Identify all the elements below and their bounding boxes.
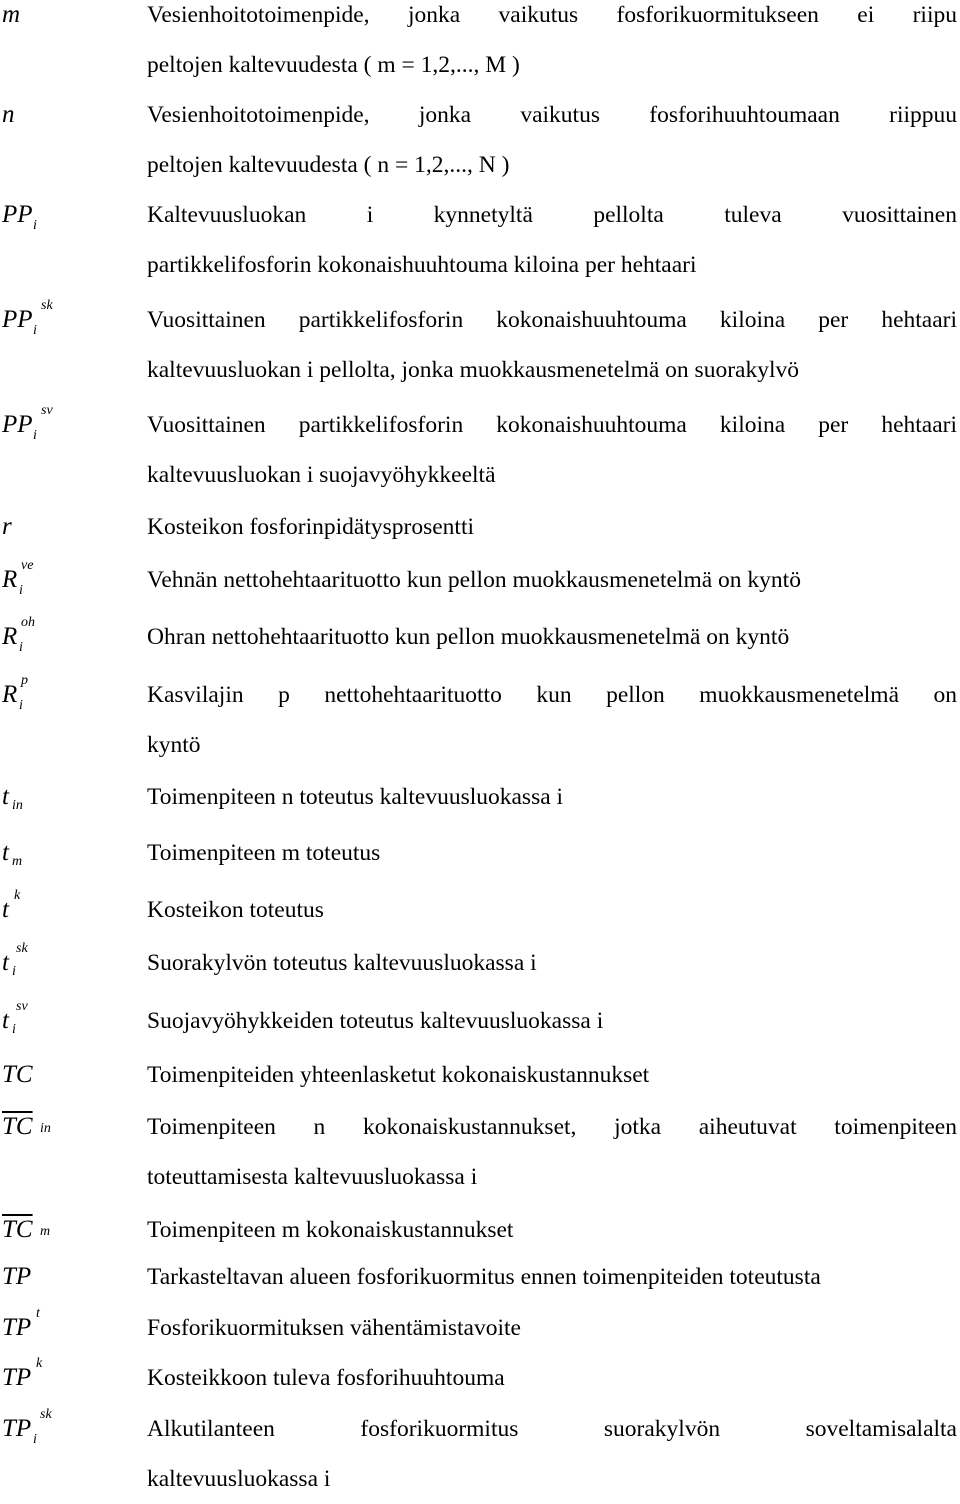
- symbol: [2, 838, 23, 869]
- description-line: Kaltevuusluokan i kynnetyltä pellolta tuleva vuosittainen: [147, 202, 957, 228]
- symbol-subscript: i: [33, 218, 37, 233]
- description: [147, 885, 957, 935]
- symbol: [2, 615, 35, 655]
- symbol-base: $\overline{TC}$: [2, 1113, 33, 1140]
- symbol: [2, 888, 21, 925]
- description-line: kaltevuusluokan i pellolta, jonka muokkausmenetelmä on suorakylvö: [147, 357, 799, 383]
- symbol-superscript: ve: [21, 558, 34, 573]
- symbol: [2, 941, 28, 979]
- symbol: [2, 558, 34, 598]
- description-line: Suorakylvön toteutus kaltevuusluokassa i: [147, 950, 537, 976]
- symbol-superscript: t: [36, 1306, 40, 1321]
- description-line: Kosteikon fosforinpidätysprosentti: [147, 514, 475, 540]
- description-line: kyntö: [147, 732, 201, 758]
- symbol-superscript: sv: [41, 403, 53, 418]
- description: [147, 190, 957, 290]
- description-line: Toimenpiteen n toteutus kaltevuusluokassa i: [147, 784, 564, 810]
- symbol-base: TP: [2, 1263, 32, 1290]
- symbol-base: n: [2, 101, 15, 128]
- description-line: Vuosittainen partikkelifosforin kokonaishuuhtouma kiloina per hehtaari: [147, 412, 957, 438]
- description: [147, 1303, 957, 1353]
- symbol-base: TC: [2, 1061, 33, 1088]
- symbol-base: R: [2, 681, 18, 708]
- symbol-base: t: [2, 1007, 9, 1034]
- description-line: peltojen kaltevuudesta ( m = 1,2,..., M ): [147, 52, 520, 78]
- symbol: [2, 1112, 51, 1142]
- symbol-superscript: sk: [40, 1407, 52, 1422]
- symbol-base: R: [2, 566, 18, 593]
- description: [147, 1205, 957, 1255]
- symbol: [2, 1356, 43, 1393]
- symbol: [2, 1407, 52, 1447]
- symbol-subscript: i: [33, 1432, 37, 1447]
- symbol-base: t: [2, 949, 9, 976]
- description-line: Vesienhoitotoimenpide, jonka vaikutus fosforihuuhtoumaan riippuu: [147, 102, 957, 128]
- symbol-superscript: k: [14, 888, 21, 903]
- symbol-superscript: sv: [16, 999, 28, 1014]
- symbol-base: PP: [2, 201, 33, 228]
- symbol-subscript: i: [12, 1022, 16, 1037]
- description-line: Toimenpiteen m kokonaiskustannukset: [147, 1217, 514, 1243]
- description-line: Kosteikon toteutus: [147, 897, 324, 923]
- symbol: [2, 1262, 31, 1292]
- description: [147, 1353, 957, 1403]
- symbol-subscript: i: [33, 428, 37, 443]
- symbol-base: TP: [2, 1415, 32, 1442]
- symbol-base: $\overline{TC}$: [2, 1216, 33, 1243]
- symbol-subscript: in: [12, 798, 23, 813]
- symbol: [2, 403, 53, 443]
- description-line: kaltevuusluokassa i: [147, 1466, 331, 1492]
- symbol-subscript: i: [33, 323, 37, 338]
- description-line: partikkelifosforin kokonaishuuhtouma kiloina per hehtaari: [147, 252, 697, 278]
- description: [147, 828, 957, 878]
- description: [147, 502, 957, 552]
- symbol-base: PP: [2, 411, 33, 438]
- description: [147, 1252, 957, 1302]
- description: [147, 400, 957, 500]
- symbol-base: TP: [2, 1314, 32, 1341]
- description: [147, 1404, 957, 1504]
- description: [147, 90, 957, 190]
- symbol: [2, 1306, 40, 1343]
- description: [147, 0, 957, 90]
- description: [147, 938, 957, 988]
- description: [147, 1050, 957, 1100]
- description-line: Vuosittainen partikkelifosforin kokonaishuuhtouma kiloina per hehtaari: [147, 307, 957, 333]
- symbol: [2, 0, 20, 30]
- symbol-base: R: [2, 623, 18, 650]
- symbol-subscript: i: [19, 640, 23, 655]
- description-line: Vehnän nettohehtaarituotto kun pellon muokkausmenetelmä on kyntö: [147, 567, 801, 593]
- description-line: Kasvilajin p nettohehtaarituotto kun pellon muokkausmenetelmä on: [147, 682, 957, 708]
- symbol-subscript: i: [12, 964, 16, 979]
- symbol-superscript: oh: [21, 615, 35, 630]
- symbol: [2, 512, 12, 542]
- symbol-base: t: [2, 783, 9, 810]
- description-line: Fosforikuormituksen vähentämistavoite: [147, 1315, 521, 1341]
- description-line: Suojavyöhykkeiden toteutus kaltevuusluokassa i: [147, 1008, 604, 1034]
- description: [147, 670, 957, 770]
- description-line: Kosteikkoon tuleva fosforihuuhtouma: [147, 1365, 505, 1391]
- description: [147, 996, 957, 1046]
- symbol-base: t: [2, 839, 9, 866]
- description-line: Toimenpiteen m toteutus: [147, 840, 381, 866]
- symbol-base: r: [2, 513, 12, 540]
- symbol-subscript: i: [19, 698, 23, 713]
- symbol-superscript: sk: [16, 941, 28, 956]
- symbol-subscript: i: [19, 583, 23, 598]
- symbol: [2, 1215, 51, 1245]
- description-line: peltojen kaltevuudesta ( n = 1,2,..., N ): [147, 152, 510, 178]
- description-line: Tarkasteltavan alueen fosforikuormitus ennen toimenpiteiden toteutusta: [147, 1264, 821, 1290]
- symbol-superscript: sk: [41, 298, 53, 313]
- symbol: [2, 999, 28, 1037]
- description-line: Vesienhoitotoimenpide, jonka vaikutus fosforikuormitukseen ei riipu: [147, 2, 957, 28]
- symbol-base: TP: [2, 1364, 32, 1391]
- symbol-base: t: [2, 896, 9, 923]
- symbol-superscript: p: [21, 673, 28, 688]
- description-line: Alkutilanteen fosforikuormitus suorakylvön soveltamisalalta: [147, 1416, 957, 1442]
- description: [147, 555, 957, 605]
- description-line: Toimenpiteen n kokonaiskustannukset, jotka aiheutuvat toimenpiteen: [147, 1114, 957, 1140]
- symbol-base: PP: [2, 306, 33, 333]
- symbol: [2, 298, 53, 338]
- symbol-subscript: in: [40, 1121, 51, 1136]
- description: [147, 295, 957, 395]
- symbol-base: m: [2, 1, 21, 28]
- description-line: toteuttamisesta kaltevuusluokassa i: [147, 1164, 478, 1190]
- symbol: [2, 673, 28, 713]
- symbol: [2, 100, 15, 130]
- symbol-superscript: k: [36, 1356, 43, 1371]
- description: [147, 772, 957, 822]
- symbol: [2, 200, 37, 233]
- description: [147, 612, 957, 662]
- symbol: [2, 1060, 33, 1090]
- description: [147, 1102, 957, 1202]
- description-line: Toimenpiteiden yhteenlasketut kokonaiskustannukset: [147, 1062, 650, 1088]
- description-line: kaltevuusluokan i suojavyöhykkeeltä: [147, 462, 496, 488]
- symbol-subscript: m: [12, 854, 23, 869]
- symbol-subscript: m: [40, 1224, 51, 1239]
- symbol: [2, 782, 23, 813]
- description-line: Ohran nettohehtaarituotto kun pellon muokkausmenetelmä on kyntö: [147, 624, 790, 650]
